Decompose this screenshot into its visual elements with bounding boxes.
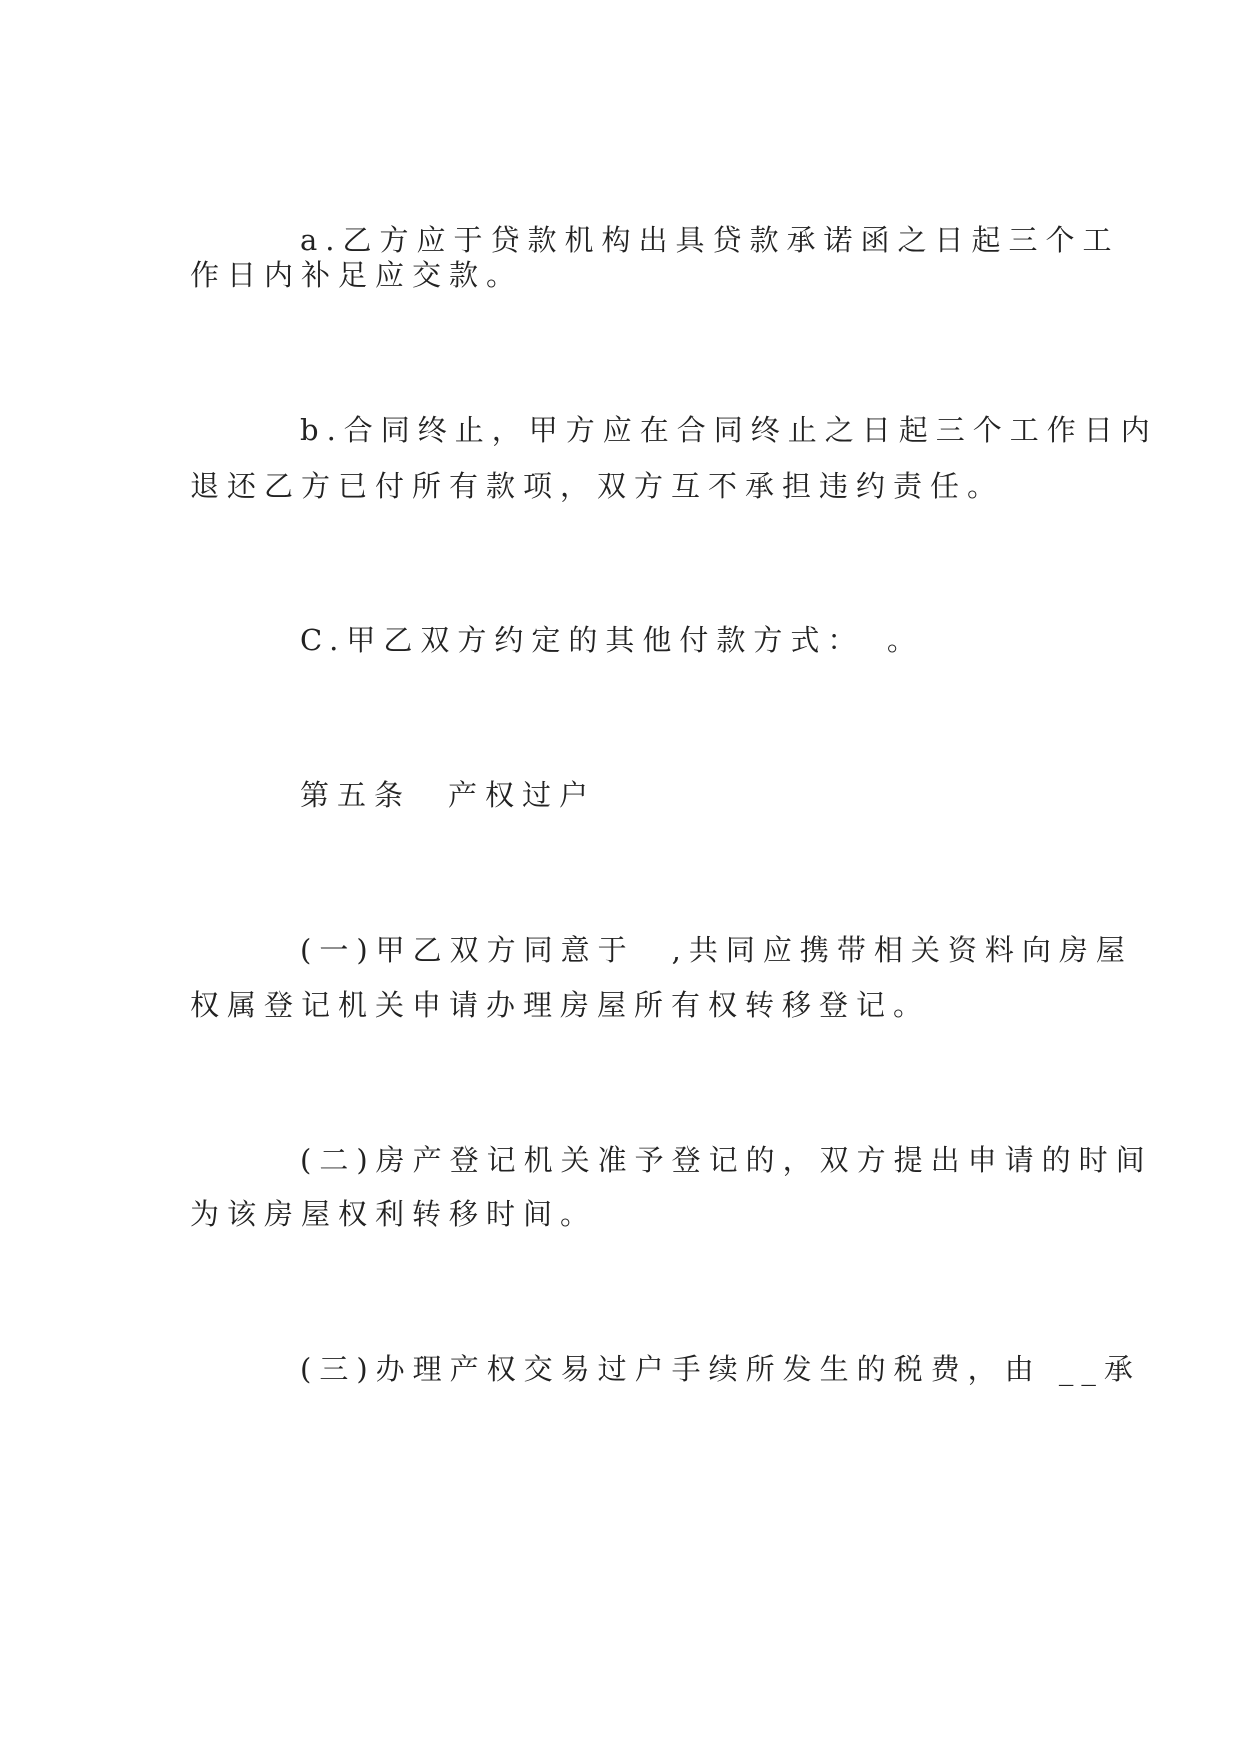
clause-two-line-1: (二)房产登记机关准予登记的，双方提出申请的时间 <box>300 1143 1153 1177</box>
paragraph-a-line-2: 作日内补足应交款。 <box>190 258 524 292</box>
article-five-heading: 第五条 产权过户 <box>300 778 597 812</box>
clause-two-line-2: 为该房屋权利转移时间。 <box>190 1197 598 1231</box>
paragraph-c-line-1: C.甲乙双方约定的其他付款方式： 。 <box>300 623 924 657</box>
clause-one-line-1: (一)甲乙双方同意于 ,共同应携带相关资料向房屋 <box>300 933 1133 967</box>
paragraph-b-line-1: b.合同终止，甲方应在合同终止之日起三个工作日内 <box>300 413 1158 447</box>
paragraph-a-line-1: a.乙方应于贷款机构出具贷款承诺函之日起三个工 <box>300 223 1120 257</box>
clause-three-line-1: (三)办理产权交易过户手续所发生的税费，由 __承 <box>300 1352 1141 1386</box>
clause-one-line-2: 权属登记机关申请办理房屋所有权转移登记。 <box>190 988 931 1022</box>
paragraph-b-line-2: 退还乙方已付所有款项，双方互不承担违约责任。 <box>190 469 1005 503</box>
